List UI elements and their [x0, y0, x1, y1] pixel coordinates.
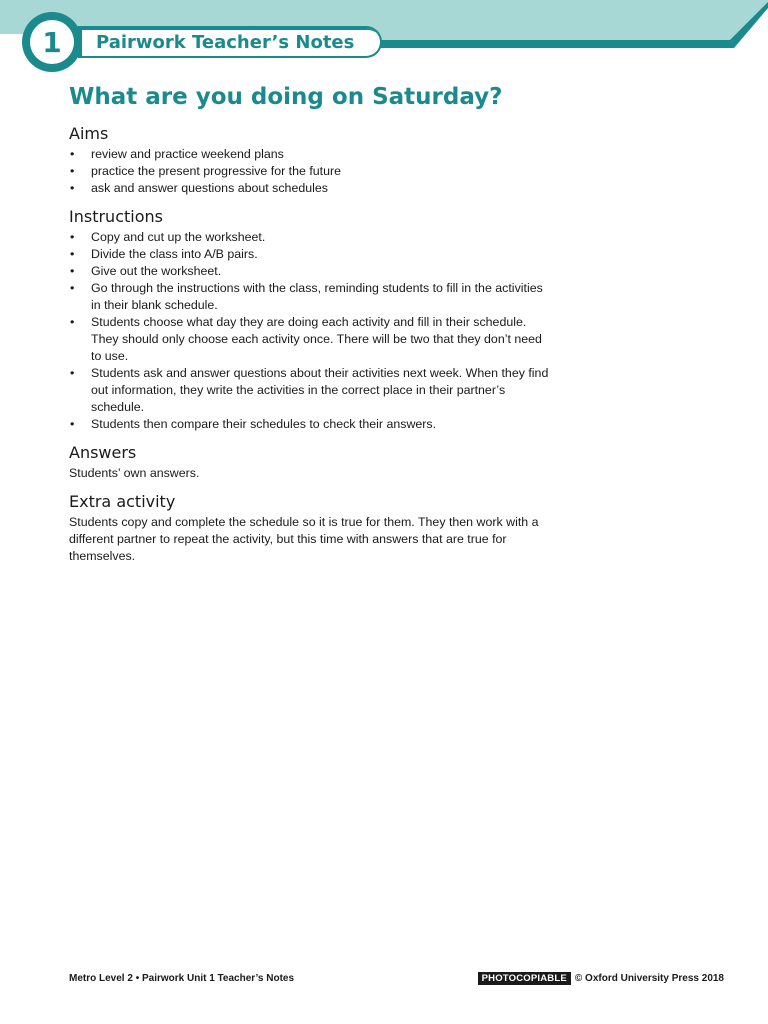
instructions-list — [69, 229, 549, 433]
list-item: • practice the present progressive for the future — [69, 163, 549, 180]
copyright-text: © Oxford University Press 2018 — [574, 973, 724, 984]
answers-text: Students’ own answers. — [69, 466, 200, 480]
extra-activity-section — [69, 492, 549, 565]
answers-heading: Answers — [69, 443, 137, 462]
aims-section — [69, 124, 549, 197]
main-content — [69, 82, 549, 575]
aims-heading: Aims — [69, 124, 109, 143]
footer-copyright-block — [478, 972, 724, 985]
list-item: • Divide the class into A/B pairs. — [69, 246, 549, 263]
aims-list — [69, 146, 549, 197]
list-item: • ask and answer questions about schedules — [69, 180, 549, 197]
list-item: • review and practice weekend plans — [69, 146, 549, 163]
unit-number-badge — [22, 12, 82, 72]
list-item: • Go through the instructions with the class, reminding students to fill in the activities in their blank schedule. — [69, 280, 549, 314]
photocopiable-badge: PHOTOCOPIABLE — [478, 972, 571, 985]
list-item: • Copy and cut up the worksheet. — [69, 229, 549, 246]
list-item: • Students choose what day they are doing each activity and fill in their schedule. They should only choose each activity once. There will be two that they don’t need to use. — [69, 314, 549, 365]
extra-activity-text: Students copy and complete the schedule so it is true for them. They then work with a different partner to repeat the activity, but this time with answers that are true for themselves. — [69, 515, 539, 563]
notes-tab-title: Pairwork Teacher’s Notes — [80, 28, 380, 56]
instructions-section — [69, 207, 549, 433]
footer-course-info: Metro Level 2 • Pairwork Unit 1 Teacher’s Notes — [69, 973, 295, 984]
extra-activity-heading: Extra activity — [69, 492, 176, 511]
unit-number: 1 — [30, 20, 74, 64]
answers-section — [69, 443, 549, 482]
list-item: • Students ask and answer questions about their activities next week. When they find out information, they write the activities in the correct place in their partner’s schedule. — [69, 365, 549, 416]
instructions-heading: Instructions — [69, 207, 163, 226]
page-title: What are you doing on Saturday? — [69, 84, 503, 110]
list-item: • Give out the worksheet. — [69, 263, 549, 280]
list-item: • Students then compare their schedules to check their answers. — [69, 416, 549, 433]
